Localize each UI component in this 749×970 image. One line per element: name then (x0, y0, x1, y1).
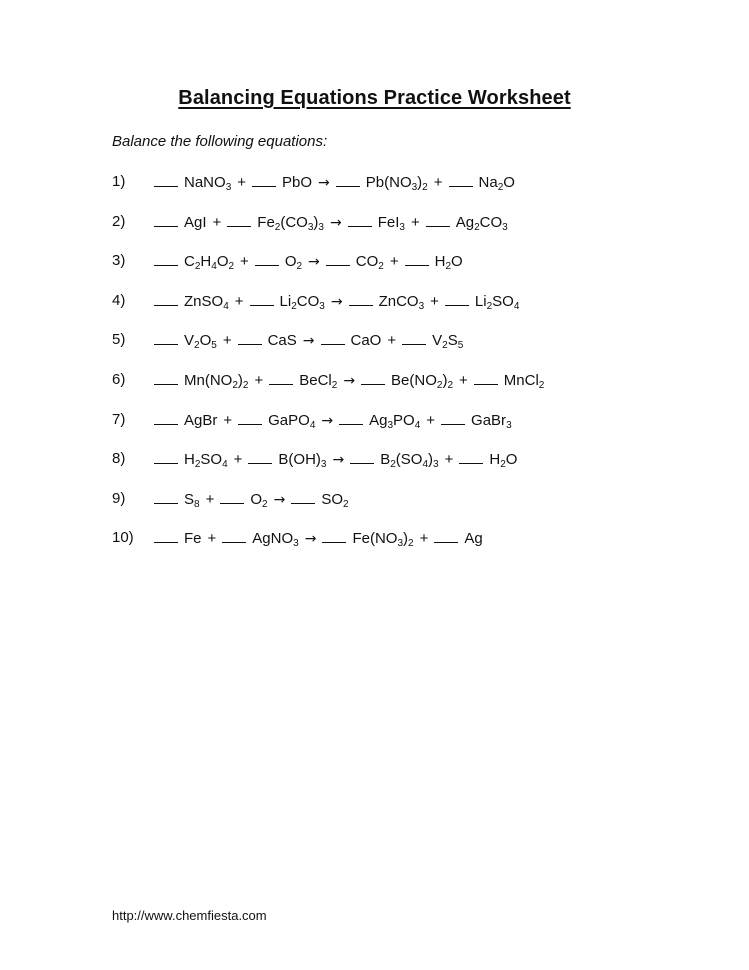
coefficient-blank[interactable] (154, 528, 178, 543)
product-formula: $V_2S_5$ (432, 332, 464, 352)
equation-number: 3) (112, 252, 126, 270)
coefficient-blank[interactable] (154, 489, 178, 504)
reaction-arrow-icon: → (332, 452, 345, 469)
coefficient-blank[interactable] (154, 172, 178, 187)
reaction-arrow-icon: → (321, 412, 334, 429)
coefficient-blank[interactable] (154, 251, 178, 266)
equation (154, 330, 469, 351)
reactant-formula: NaNO$_3$ (184, 174, 232, 193)
reaction-arrow-icon: → (329, 214, 342, 231)
equation-number: 5) (112, 331, 126, 349)
reactant-formula: $Fe_2(CO_3)_3$ (257, 213, 324, 233)
plus-sign: + (234, 292, 244, 310)
problem-list (112, 172, 672, 568)
coefficient-blank[interactable] (474, 370, 498, 385)
plus-sign: + (430, 292, 439, 310)
coefficient-blank[interactable] (405, 251, 429, 266)
equation-row (112, 449, 672, 489)
equation (154, 212, 514, 233)
reaction-arrow-icon: → (343, 372, 356, 389)
equation-row (112, 330, 672, 370)
equation (154, 528, 489, 549)
footer-url: http://www.chemfiesta.com (112, 908, 267, 923)
coefficient-blank[interactable] (434, 528, 458, 543)
equation-row (112, 528, 672, 568)
coefficient-blank[interactable] (349, 291, 373, 306)
equation-number: 8) (112, 450, 126, 468)
reactant-formula: $H_2SO_4$ (184, 451, 228, 471)
plus-sign: + (233, 451, 243, 469)
coefficient-blank[interactable] (154, 449, 178, 464)
reactant-formula: $Mn(NO_2)_2$ (184, 371, 249, 391)
equation-number: 6) (112, 370, 126, 388)
equation (154, 410, 518, 431)
plus-sign: + (426, 411, 436, 429)
coefficient-blank[interactable] (154, 330, 178, 345)
reactant-formula: $O_2$ (250, 490, 268, 510)
equation-row (112, 410, 672, 450)
product-formula: GaBr$_3$ (471, 411, 512, 431)
reactant-formula: AgBr (184, 411, 218, 429)
equation-number: 10) (112, 529, 134, 547)
plus-sign: + (459, 371, 468, 389)
reactant-formula: $S_8$ (184, 490, 200, 510)
reaction-arrow-icon: → (308, 254, 320, 271)
plus-sign: + (254, 371, 264, 389)
reactant-formula: PbO (282, 174, 313, 191)
plus-sign: + (223, 411, 233, 429)
product-formula: MnCl$_2$ (503, 371, 545, 391)
coefficient-blank[interactable] (248, 449, 272, 464)
reaction-arrow-icon: → (304, 531, 317, 548)
product-formula: $Fe(NO_3)_2$ (352, 530, 414, 550)
coefficient-blank[interactable] (426, 212, 450, 227)
product-formula: $H_2O$ (434, 253, 463, 273)
reactant-formula: $V_2O_5$ (184, 332, 217, 352)
coefficient-blank[interactable] (154, 370, 178, 385)
plus-sign: + (444, 451, 454, 469)
coefficient-blank[interactable] (326, 251, 350, 266)
coefficient-blank[interactable] (321, 330, 345, 345)
coefficient-blank[interactable] (402, 330, 426, 345)
coefficient-blank[interactable] (238, 410, 262, 425)
instructions-text: Balance the following equations: (112, 133, 328, 150)
equation-row (112, 291, 672, 331)
plus-sign: + (410, 213, 420, 231)
reactant-formula: ZnSO$_4$ (184, 292, 229, 312)
plus-sign: + (240, 253, 249, 271)
equation (154, 291, 525, 312)
coefficient-blank[interactable] (348, 212, 372, 227)
equation-row (112, 489, 672, 529)
reactant-formula: AgNO$_3$ (252, 530, 299, 550)
page-title: Balancing Equations Practice Worksheet (178, 87, 571, 109)
reactant-formula: Fe (184, 530, 202, 548)
reactant-formula: CaS (267, 332, 297, 350)
equation-number: 4) (112, 291, 126, 309)
coefficient-blank[interactable] (361, 370, 385, 385)
product-formula: Ag (464, 530, 483, 548)
product-formula: $SO_2$ (321, 490, 349, 510)
reactant-formula: GaPO$_4$ (268, 411, 316, 431)
product-formula: $Pb(NO_3)_2$ (365, 174, 428, 193)
equation-number: 7) (112, 410, 126, 428)
product-formula: $Ag_3PO_4$ (369, 411, 421, 431)
plus-sign: + (205, 490, 215, 508)
reactant-formula: $B(OH)_3$ (278, 451, 327, 471)
coefficient-blank[interactable] (350, 449, 374, 464)
plus-sign: + (237, 174, 247, 191)
reactant-formula: $O_2$ (284, 253, 303, 273)
equation (154, 251, 469, 272)
equation-number: 2) (112, 212, 126, 230)
coefficient-blank[interactable] (154, 212, 178, 227)
reactant-formula: $Li_2CO_3$ (279, 292, 325, 312)
equation-row (112, 212, 672, 252)
plus-sign: + (222, 332, 232, 350)
plus-sign: + (387, 332, 397, 350)
coefficient-blank[interactable] (255, 251, 279, 266)
product-formula: $CO_2$ (355, 253, 384, 273)
reaction-arrow-icon: → (330, 293, 343, 310)
product-formula: $Ag_2CO_3$ (455, 213, 508, 233)
product-formula: $Na_2O$ (478, 174, 515, 193)
equation-number: 1) (112, 173, 126, 190)
plus-sign: + (207, 530, 217, 548)
coefficient-blank[interactable] (220, 489, 244, 504)
product-formula: $Li_2SO_4$ (474, 292, 520, 312)
reaction-arrow-icon: → (302, 333, 315, 350)
coefficient-blank[interactable] (269, 370, 293, 385)
plus-sign: + (212, 213, 222, 231)
product-formula: ZnCO$_3$ (378, 292, 425, 312)
coefficient-blank[interactable] (238, 330, 262, 345)
coefficient-blank[interactable] (252, 172, 276, 187)
coefficient-blank[interactable] (250, 291, 274, 306)
coefficient-blank[interactable] (222, 528, 246, 543)
coefficient-blank[interactable] (154, 410, 178, 425)
equation-row (112, 370, 672, 410)
equation (154, 449, 523, 470)
reaction-arrow-icon: → (273, 491, 286, 508)
plus-sign: + (419, 530, 429, 548)
coefficient-blank[interactable] (154, 291, 178, 306)
product-formula: FeI$_3$ (377, 213, 405, 233)
product-formula: $B_2(SO_4)_3$ (380, 451, 439, 471)
coefficient-blank[interactable] (227, 212, 251, 227)
product-formula: $H_2O$ (489, 451, 518, 471)
coefficient-blank[interactable] (459, 449, 483, 464)
plus-sign: + (389, 253, 399, 271)
equation-number: 9) (112, 489, 126, 507)
coefficient-blank[interactable] (449, 172, 473, 187)
plus-sign: + (433, 174, 443, 191)
reaction-arrow-icon: → (318, 175, 330, 191)
coefficient-blank[interactable] (336, 172, 360, 187)
product-formula: CaO (350, 332, 382, 350)
reactant-formula: BeCl$_2$ (299, 371, 338, 391)
reactant-formula: AgI (184, 213, 207, 231)
product-formula: $Be(NO_2)_2$ (391, 371, 454, 391)
equation (154, 489, 355, 510)
coefficient-blank[interactable] (291, 489, 315, 504)
coefficient-blank[interactable] (339, 410, 363, 425)
equation (154, 172, 521, 193)
equation (154, 370, 550, 391)
equation-row (112, 172, 672, 212)
coefficient-blank[interactable] (322, 528, 346, 543)
coefficient-blank[interactable] (445, 291, 469, 306)
coefficient-blank[interactable] (441, 410, 465, 425)
equation-row (112, 251, 672, 291)
reactant-formula: $C_2H_4O_2$ (184, 253, 235, 273)
